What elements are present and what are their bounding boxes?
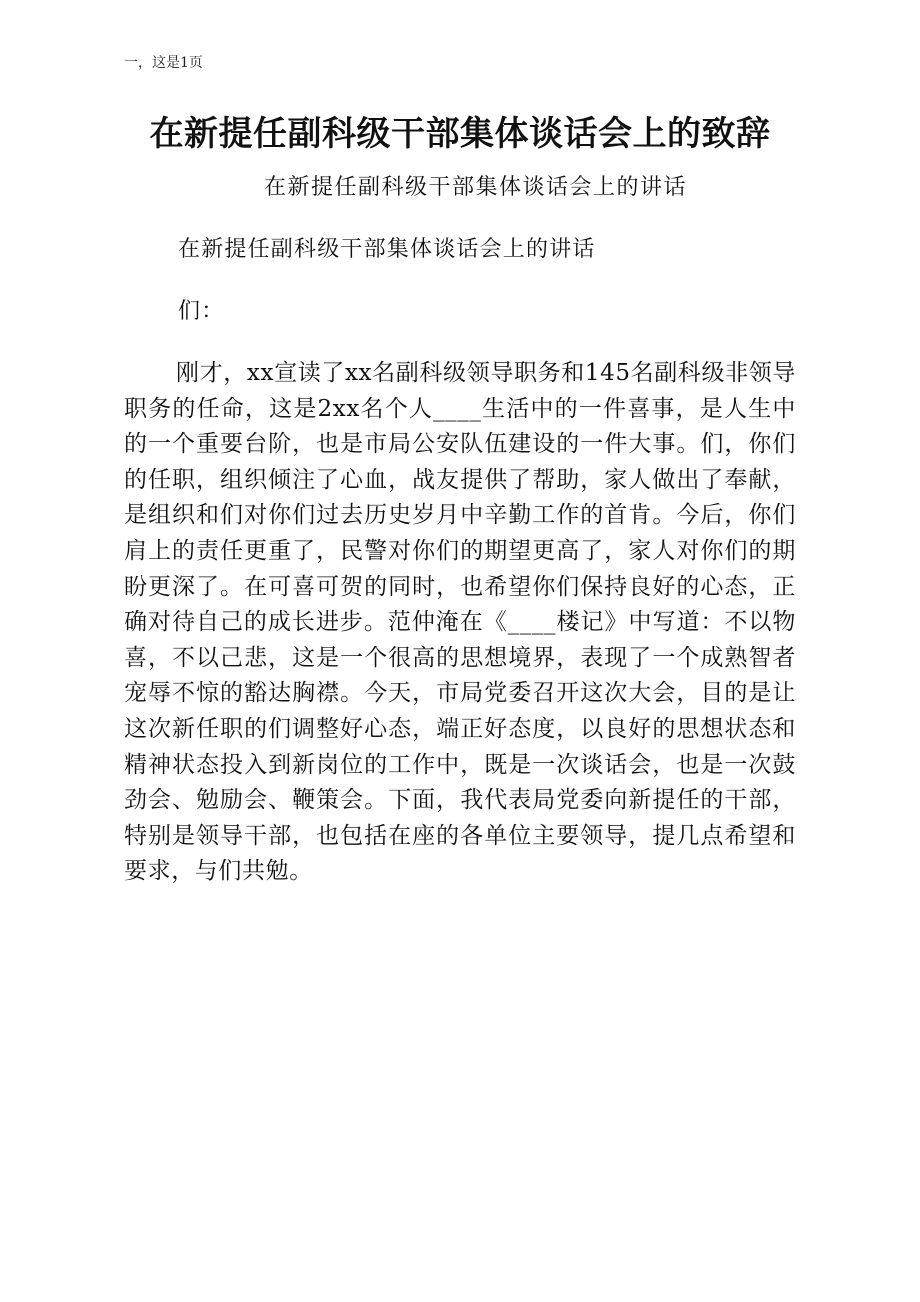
document-title: 在新提任副科级干部集体谈话会上的致辞 xyxy=(149,114,771,154)
salutation: 们： xyxy=(178,299,225,324)
document-subtitle: 在新提任副科级干部集体谈话会上的讲话 xyxy=(264,175,688,200)
section-heading: 在新提任副科级干部集体谈话会上的讲话 xyxy=(178,237,596,262)
body-paragraph: 刚才，xx宣读了xx名副科级领导职务和145名副科级非领导职务的任命，这是2xx名个人____生活中的一件喜事，是人生中的一个重要台阶，也是市局公安队伍建设的一件大事。们，你们的任职，组织倾注了心血，战友提供了帮助，家人做出了奉献，是组织和们对你们过去历史岁月中辛勤工作的首肯。今后，你们肩上的责任更重了，民警对你们的期望更高了，家人对你们的期盼更深了。在可喜可贺的同时，也希望你们保持良好的心态，正确对待自己的成长进步。范仲淹在《____楼记》中写道：不以物喜，不以己悲，这是一个很高的思想境界，表现了一个成熟智者宠辱不惊的豁达胸襟。今天，市局党委召开这次大会，目的是让这次新任职的们调整好心态，端正好态度，以良好的思想状态和精神状态投入到新岗位的工作中，既是一次谈话会，也是一次鼓劲会、勉励会、鞭策会。下面，我代表局党委向新提任的干部，特别是领导干部，也包括在座的各单位主要领导，提几点希望和要求，与们共勉。 xyxy=(124,360,796,885)
page-number-label: 一，这是1页 xyxy=(124,55,203,71)
